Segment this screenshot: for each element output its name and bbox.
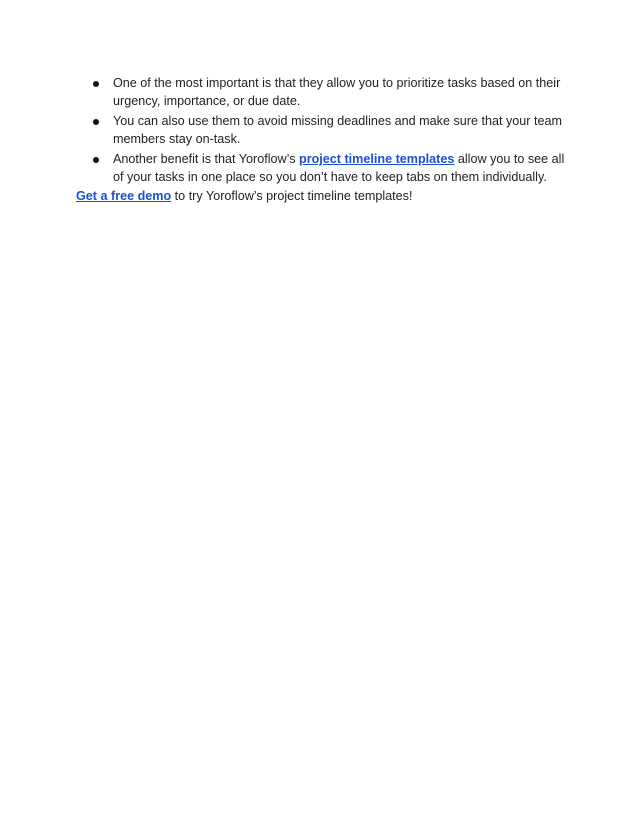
bullet-text: You can also use them to avoid missing deadlines and make sure that your team members stay on-task. <box>113 114 562 146</box>
bullet-text-after-link: allow you to see all of your tasks in one place so you don’t have to keep tabs on them individually. <box>113 152 565 184</box>
project-timeline-templates-link[interactable]: project timeline templates <box>299 152 455 167</box>
bullet-text-before-link: Another benefit is that Yoroflow’s <box>113 152 299 167</box>
get-free-demo-link[interactable]: Get a free demo <box>76 189 172 203</box>
bullet-icon <box>93 157 99 163</box>
list-item <box>93 151 573 186</box>
bullet-list <box>93 75 573 190</box>
closing-text: to try Yoroflow’s project timeline templates! <box>171 189 413 203</box>
closing-paragraph <box>76 188 576 206</box>
bullet-icon <box>93 119 99 125</box>
list-item <box>93 113 573 148</box>
bullet-icon <box>93 81 99 87</box>
list-item <box>93 75 573 110</box>
bullet-text: One of the most important is that they allow you to prioritize tasks based on their urgency, importance, or due date. <box>113 76 561 108</box>
